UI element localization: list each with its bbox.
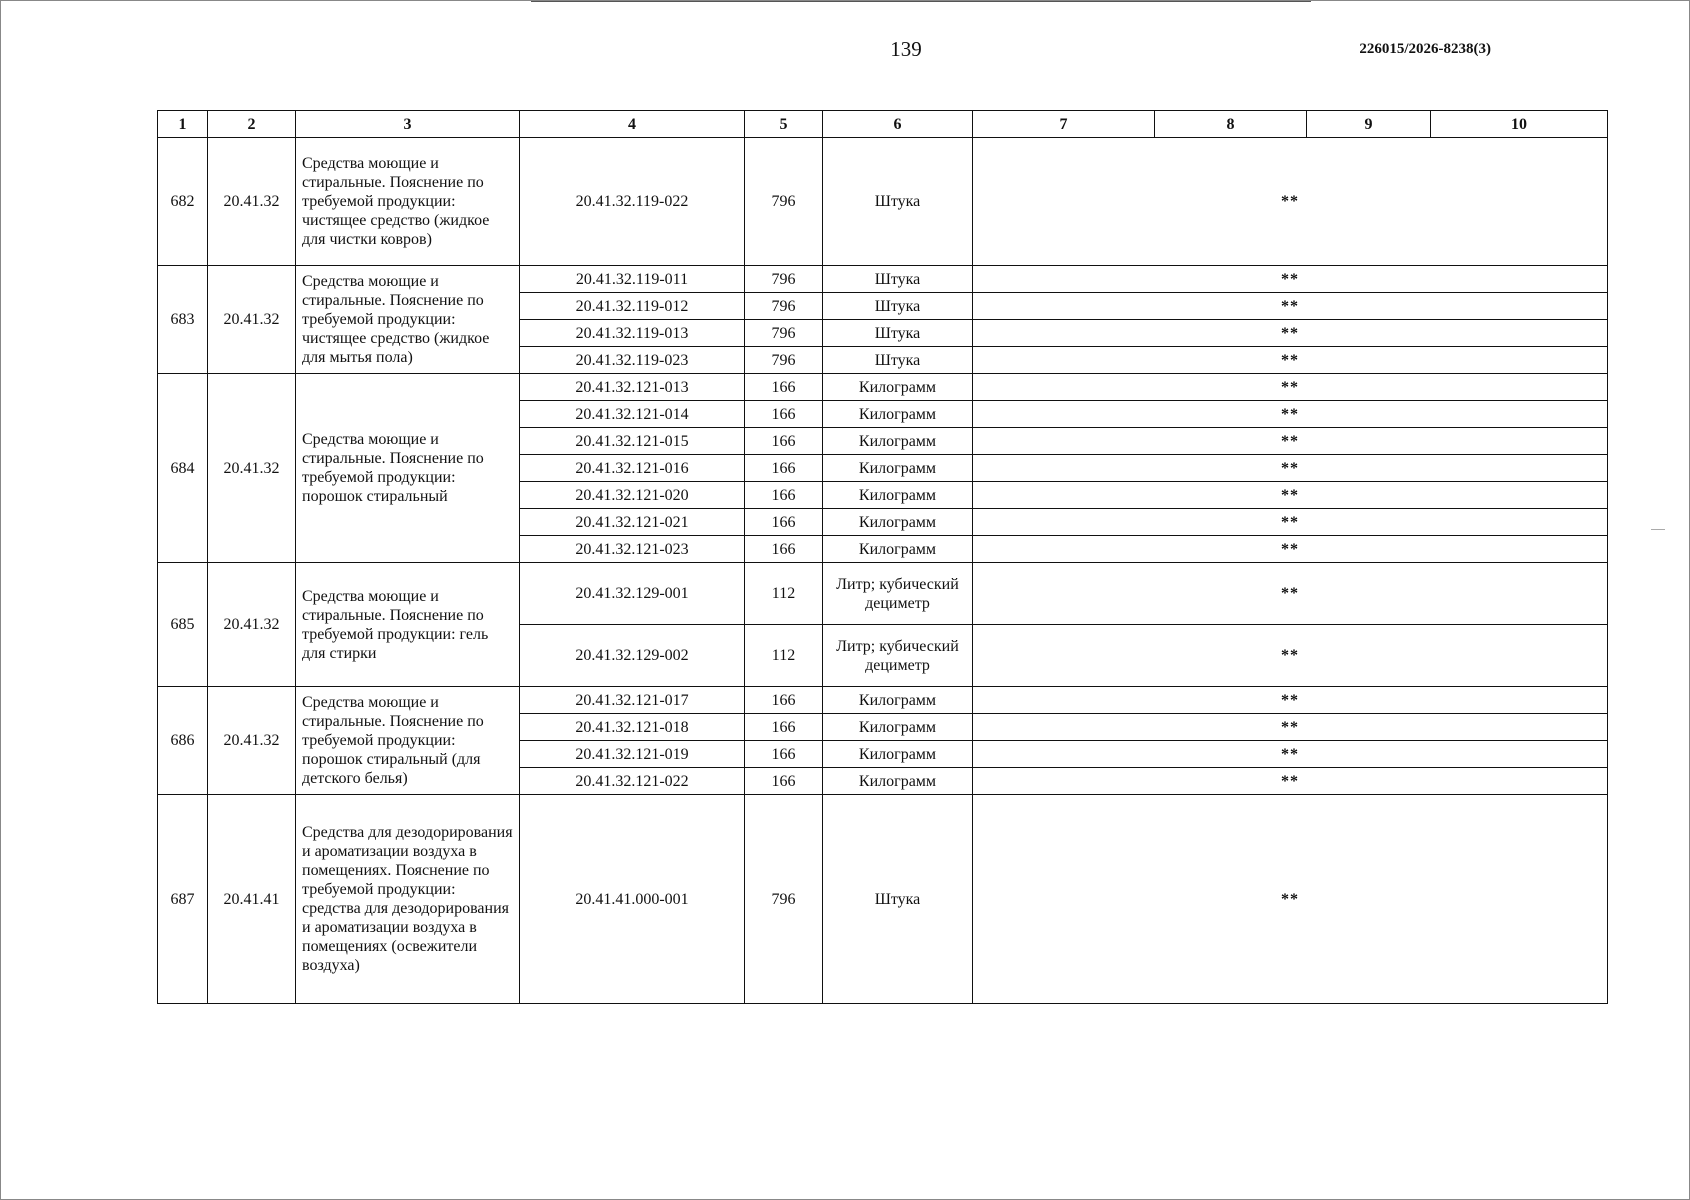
col-header: 1: [158, 111, 208, 138]
ktru-code: 20.41.32.119-011: [520, 266, 745, 293]
okei-code: 112: [745, 625, 823, 687]
row-number: 683: [158, 266, 208, 374]
row-number: 687: [158, 795, 208, 1004]
okei-code: 796: [745, 795, 823, 1004]
okpd-code: 20.41.32: [208, 687, 296, 795]
col-header: 7: [973, 111, 1155, 138]
col-header: 6: [823, 111, 973, 138]
okei-code: 166: [745, 401, 823, 428]
product-description: Средства моющие и стиральные. Пояснение по требуемой продукции: гель для стирки: [296, 563, 520, 687]
mark-cell: **: [973, 482, 1608, 509]
okei-code: 166: [745, 428, 823, 455]
okei-code: 166: [745, 374, 823, 401]
okei-code: 796: [745, 293, 823, 320]
okei-code: 166: [745, 455, 823, 482]
okei-code: 112: [745, 563, 823, 625]
unit-name: Штука: [823, 138, 973, 266]
mark-cell: **: [973, 563, 1608, 625]
mark-cell: **: [973, 687, 1608, 714]
mark-cell: **: [973, 741, 1608, 768]
unit-name: Литр; кубический дециметр: [823, 625, 973, 687]
okei-code: 166: [745, 741, 823, 768]
ktru-code: 20.41.32.121-015: [520, 428, 745, 455]
okei-code: 796: [745, 320, 823, 347]
product-description: Средства моющие и стиральные. Пояснение по требуемой продукции: чистящее средство (жидкое для мытья пола): [296, 266, 520, 374]
mark-cell: **: [973, 768, 1608, 795]
okei-code: 166: [745, 714, 823, 741]
row-number: 682: [158, 138, 208, 266]
product-description: Средства моющие и стиральные. Пояснение по требуемой продукции: порошок стиральный (для детского белья): [296, 687, 520, 795]
unit-name: Килограмм: [823, 509, 973, 536]
document-code: 226015/2026-8238(3): [1359, 41, 1491, 57]
okpd-code: 20.41.32: [208, 563, 296, 687]
okpd-code: 20.41.32: [208, 138, 296, 266]
ktru-code: 20.41.32.121-020: [520, 482, 745, 509]
ktru-code: 20.41.32.121-013: [520, 374, 745, 401]
col-header: 8: [1155, 111, 1307, 138]
col-header: 10: [1431, 111, 1608, 138]
unit-name: Килограмм: [823, 536, 973, 563]
mark-cell: **: [973, 428, 1608, 455]
mark-cell: **: [973, 625, 1608, 687]
ktru-code: 20.41.32.119-013: [520, 320, 745, 347]
ktru-code: 20.41.32.121-023: [520, 536, 745, 563]
row-number: 685: [158, 563, 208, 687]
mark-cell: **: [973, 509, 1608, 536]
ktru-code: 20.41.32.119-022: [520, 138, 745, 266]
row-number: 686: [158, 687, 208, 795]
mark-cell: **: [973, 714, 1608, 741]
okei-code: 796: [745, 138, 823, 266]
okei-code: 796: [745, 266, 823, 293]
product-description: Средства для дезодорирования и ароматизации воздуха в помещениях. Пояснение по требуемой продукции: средства для дезодорирования и ароматизации воздуха в помещениях (освежители воздуха): [296, 795, 520, 1004]
ktru-code: 20.41.32.119-023: [520, 347, 745, 374]
mark-cell: **: [973, 401, 1608, 428]
col-header: 2: [208, 111, 296, 138]
unit-name: Штука: [823, 795, 973, 1004]
ktru-code: 20.41.32.129-001: [520, 563, 745, 625]
mark-cell: **: [973, 455, 1608, 482]
unit-name: Килограмм: [823, 455, 973, 482]
page-number: 139: [890, 37, 922, 61]
row-number: 684: [158, 374, 208, 563]
ktru-code: 20.41.32.121-021: [520, 509, 745, 536]
product-description: Средства моющие и стиральные. Пояснение по требуемой продукции: порошок стиральный: [296, 374, 520, 563]
unit-name: Штука: [823, 347, 973, 374]
unit-name: Штука: [823, 293, 973, 320]
unit-name: Килограмм: [823, 741, 973, 768]
product-description: Средства моющие и стиральные. Пояснение по требуемой продукции: чистящее средство (жидкое для чистки ковров): [296, 138, 520, 266]
ktru-code: 20.41.32.121-014: [520, 401, 745, 428]
okei-code: 166: [745, 482, 823, 509]
unit-name: Килограмм: [823, 482, 973, 509]
ktru-code: 20.41.32.121-017: [520, 687, 745, 714]
okpd-code: 20.41.32: [208, 374, 296, 563]
ktru-code: 20.41.32.121-016: [520, 455, 745, 482]
table-row: [158, 563, 1608, 625]
col-header: 5: [745, 111, 823, 138]
okei-code: 166: [745, 687, 823, 714]
okei-code: 796: [745, 347, 823, 374]
unit-name: Килограмм: [823, 768, 973, 795]
mark-cell: **: [973, 536, 1608, 563]
okei-code: 166: [745, 768, 823, 795]
ktru-code: 20.41.41.000-001: [520, 795, 745, 1004]
top-rule: [531, 1, 1311, 2]
ktru-code: 20.41.32.119-012: [520, 293, 745, 320]
ktru-code: 20.41.32.121-022: [520, 768, 745, 795]
ktru-code: 20.41.32.121-018: [520, 714, 745, 741]
unit-name: Килограмм: [823, 428, 973, 455]
col-header: 3: [296, 111, 520, 138]
unit-name: Килограмм: [823, 401, 973, 428]
scan-artifact-line: [1651, 529, 1665, 530]
table-row: [158, 138, 1608, 266]
mark-cell: **: [973, 374, 1608, 401]
unit-name: Килограмм: [823, 374, 973, 401]
table-row: [158, 266, 1608, 293]
ktru-code: 20.41.32.121-019: [520, 741, 745, 768]
okei-code: 166: [745, 536, 823, 563]
okei-code: 166: [745, 509, 823, 536]
table-row: [158, 374, 1608, 401]
unit-name: Штука: [823, 266, 973, 293]
col-header: 9: [1307, 111, 1431, 138]
okpd-code: 20.41.32: [208, 266, 296, 374]
table-row: [158, 795, 1608, 1004]
column-number-row: [158, 111, 1608, 138]
mark-cell: **: [973, 347, 1608, 374]
mark-cell: **: [973, 795, 1608, 1004]
unit-name: Килограмм: [823, 714, 973, 741]
table-row: [158, 687, 1608, 714]
mark-cell: **: [973, 320, 1608, 347]
col-header: 4: [520, 111, 745, 138]
ktru-code: 20.41.32.129-002: [520, 625, 745, 687]
mark-cell: **: [973, 266, 1608, 293]
mark-cell: **: [973, 293, 1608, 320]
mark-cell: **: [973, 138, 1608, 266]
unit-name: Килограмм: [823, 687, 973, 714]
unit-name: Литр; кубический дециметр: [823, 563, 973, 625]
unit-name: Штука: [823, 320, 973, 347]
okpd-code: 20.41.41: [208, 795, 296, 1004]
products-table: [157, 110, 1608, 1004]
